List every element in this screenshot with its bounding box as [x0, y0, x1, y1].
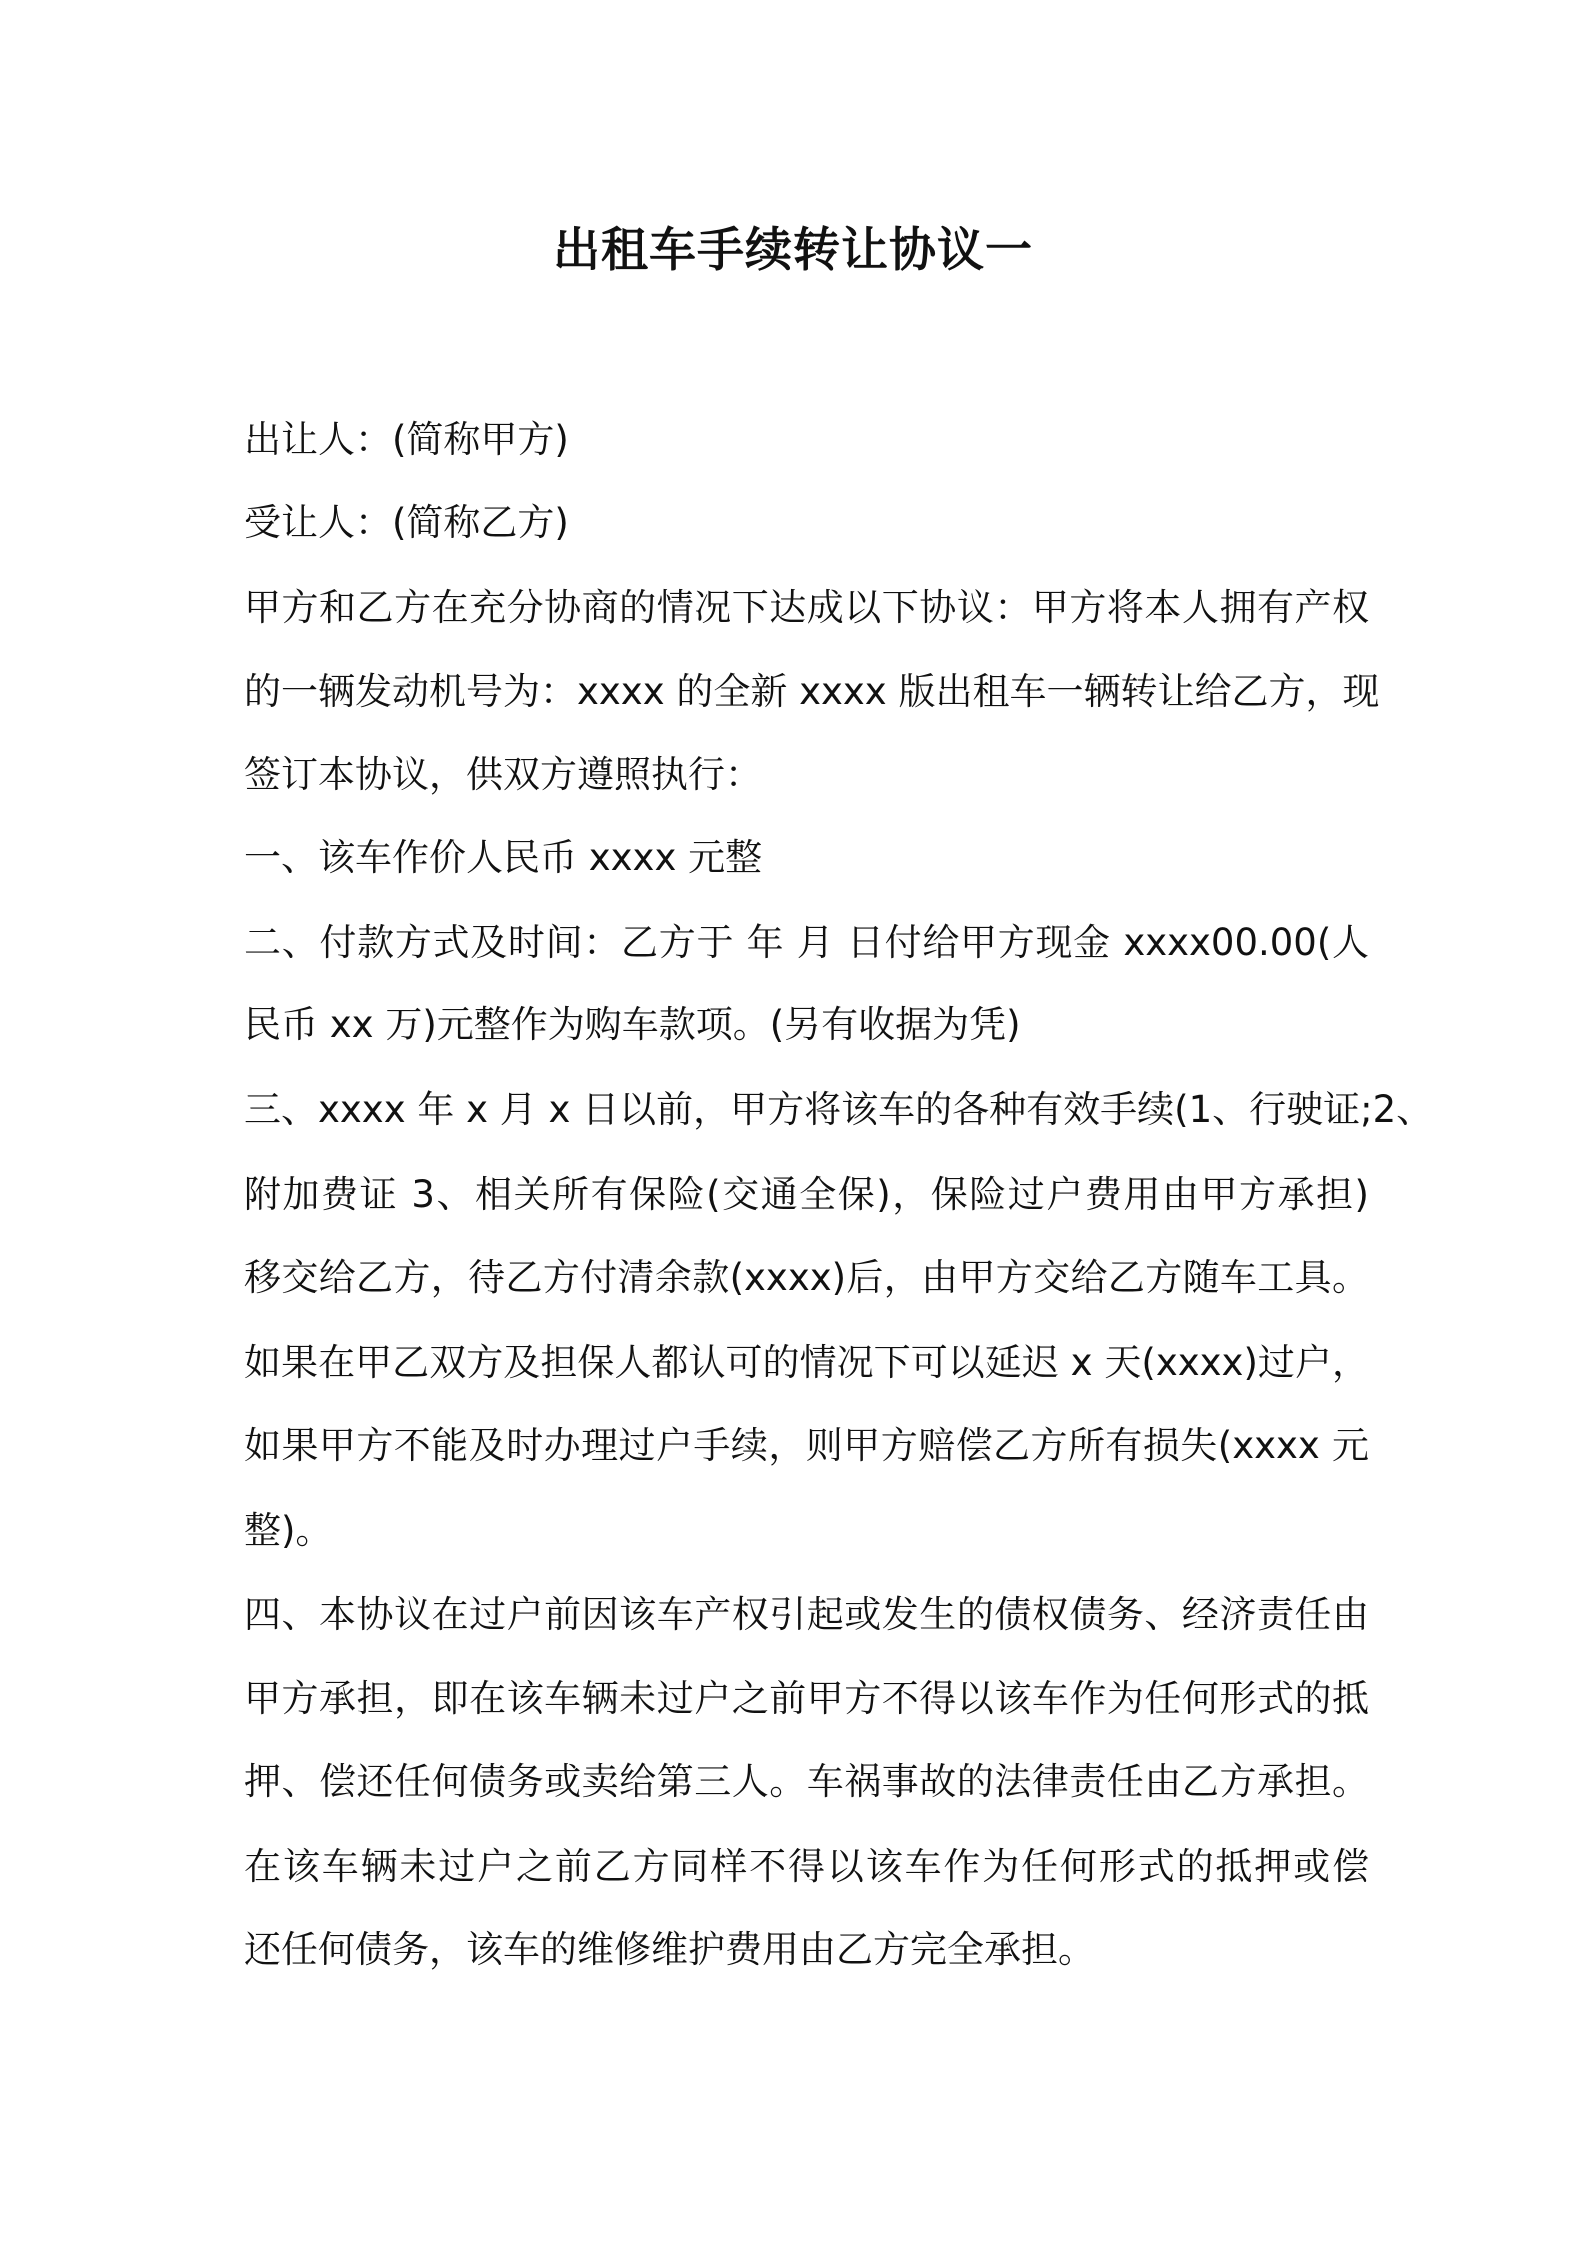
clause-3-line: 三、xxxx 年 x 月 x 日以前，甲方将该车的各种有效手续(1、行驶证;2、: [244, 1088, 1434, 1131]
transferor-line: 出让人：(简称甲方): [244, 418, 569, 461]
clause-4-line: 甲方承担，即在该车辆未过户之前甲方不得以该车作为任何形式的抵: [244, 1677, 1369, 1720]
paragraph-line: 签订本协议，供双方遵照执行：: [244, 753, 762, 796]
clause-3-line: 整)。: [244, 1509, 333, 1552]
clause-4-line: 四、本协议在过户前因该车产权引起或发生的债权债务、经济责任由: [244, 1593, 1369, 1636]
clause-2-line: 民币 xx 万)元整作为购车款项。(另有收据为凭): [244, 1003, 1021, 1046]
document-title: 出租车手续转让协议一: [553, 223, 1033, 278]
clause-2-line: 二、付款方式及时间：乙方于 年 月 日付给甲方现金 xxxx00.00(人: [244, 921, 1369, 964]
clause-1-line: 一、该车作价人民币 xxxx 元整: [244, 836, 763, 879]
clause-3-line: 移交给乙方，待乙方付清余款(xxxx)后，由甲方交给乙方随车工具。: [244, 1256, 1369, 1299]
clause-4-line: 在该车辆未过户之前乙方同样不得以该车作为任何形式的抵押或偿: [244, 1845, 1369, 1888]
clause-3-line: 附加费证 3、相关所有保险(交通全保)，保险过户费用由甲方承担): [244, 1173, 1369, 1216]
clause-3-line: 如果甲方不能及时办理过户手续，则甲方赔偿乙方所有损失(xxxx 元: [244, 1424, 1369, 1467]
clause-4-line: 押、偿还任何债务或卖给第三人。车祸事故的法律责任由乙方承担。: [244, 1760, 1369, 1803]
clause-3-line: 如果在甲乙双方及担保人都认可的情况下可以延迟 x 天(xxxx)过户，: [244, 1341, 1369, 1384]
paragraph-line: 的一辆发动机号为：xxxx 的全新 xxxx 版出租车一辆转让给乙方，现: [244, 670, 1380, 713]
transferee-line: 受让人：(简称乙方): [244, 501, 569, 544]
paragraph-line: 甲方和乙方在充分协商的情况下达成以下协议：甲方将本人拥有产权: [244, 586, 1369, 629]
clause-4-line: 还任何债务，该车的维修维护费用由乙方完全承担。: [244, 1928, 1095, 1971]
